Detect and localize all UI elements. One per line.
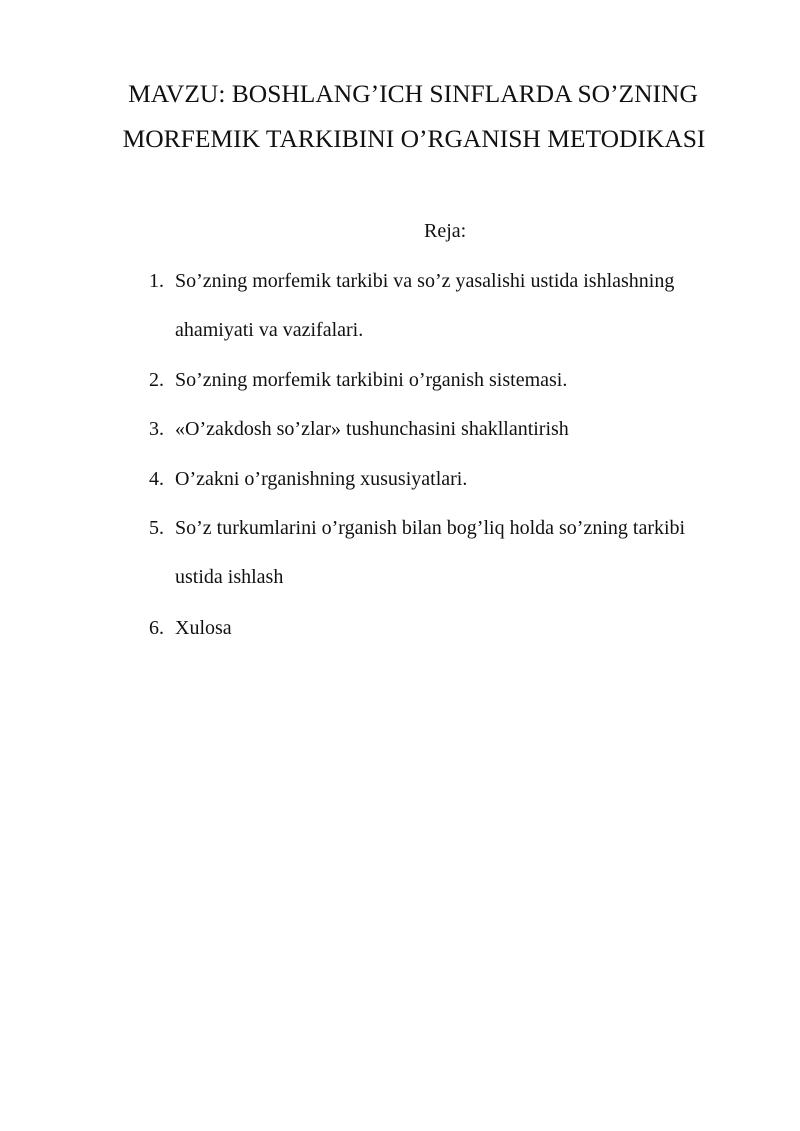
plan-item-text-line: So’zning morfemik tarkibini o’rganish sistemasi. <box>175 369 568 391</box>
plan-item-text <box>175 368 735 392</box>
plan-item-text <box>175 516 735 588</box>
plan-item-number: 5. <box>149 517 164 539</box>
plan-item-text-line: So’z turkumlarini o’rganish bilan bog’liq holda so’zning tarkibi <box>175 517 686 539</box>
plan-item-text <box>175 467 735 491</box>
plan-item-text-line: ustida ishlash <box>175 566 284 588</box>
plan-item-text-line: ahamiyati va vazifalari. <box>175 319 364 341</box>
plan-item-text-line: Xulosa <box>175 617 232 639</box>
plan-item-text-line: O’zakni o’rganishning xususiyatlari. <box>175 468 468 490</box>
plan-item-text <box>175 616 735 640</box>
document-title-line-1: MAVZU: BOSHLANG’ICH SINFLARDA SO’ZNING <box>128 79 698 108</box>
plan-item-text <box>175 417 735 441</box>
plan-item-number: 2. <box>149 369 164 391</box>
plan-item-text <box>175 269 735 341</box>
plan-heading: Reja: <box>424 220 467 242</box>
plan-item-text-line: So’zning morfemik tarkibi va so’z yasalishi ustida ishlashning <box>175 270 675 292</box>
document-title-line-2: MORFEMIK TARKIBINI O’RGANISH METODIKASI <box>122 124 706 153</box>
plan-item-number: 4. <box>149 468 164 490</box>
plan-item-number: 6. <box>149 617 164 639</box>
plan-item-number: 1. <box>149 270 164 292</box>
plan-item-text-line: «O’zakdosh so’zlar» tushunchasini shakllantirish <box>175 418 569 440</box>
plan-item-number: 3. <box>149 418 164 440</box>
